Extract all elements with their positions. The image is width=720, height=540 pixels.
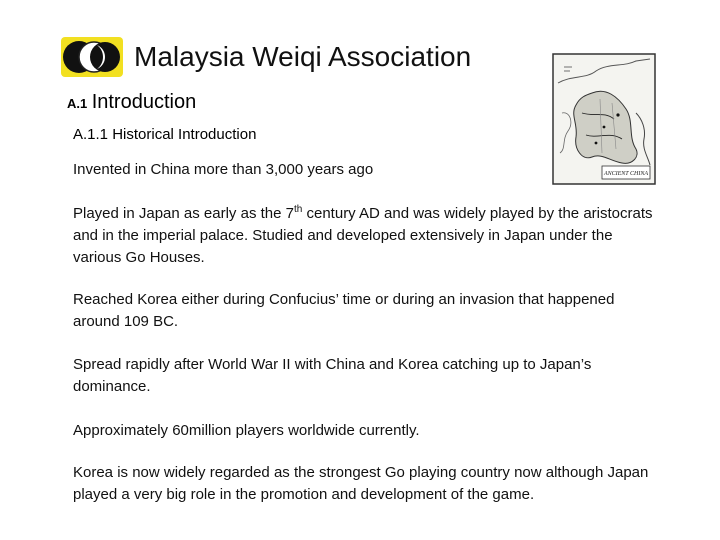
section-number: A.1 (67, 96, 88, 111)
paragraph-japan-text-end: century AD and was widely played by the aristocrats and in the imperial palace. Studied and developed extensively in Japan under the various Go Houses. (73, 205, 653, 266)
paragraph-japan-superscript: th (293, 204, 303, 215)
section-heading (67, 90, 196, 116)
subsection-heading: A.1.1 Historical Introduction (73, 126, 257, 143)
paragraph-invented: Invented in China more than 3,000 years ago (73, 161, 374, 178)
paragraph-spread: Spread rapidly after World War II with China and Korea catching up to Japan’s dominance. (73, 356, 592, 395)
section-title: Introduction (91, 91, 197, 113)
go-stones-logo-icon (61, 37, 123, 77)
paragraph-korea: Reached Korea either during Confucius’ time or during an invasion that happened around 109 BC. (73, 291, 615, 330)
paragraph-strongest: Korea is now widely regarded as the strongest Go playing country now although Japan played a very big role in the promotion and development of the game. (73, 464, 649, 503)
paragraph-players: Approximately 60million players worldwide currently. (73, 422, 420, 439)
paragraph-japan (73, 203, 663, 269)
paragraph-japan-text-start: Played in Japan as early as the 7 (73, 205, 294, 222)
map-caption: ANCIENT CHINA (603, 171, 649, 177)
page-title: Malaysia Weiqi Association (134, 41, 472, 72)
